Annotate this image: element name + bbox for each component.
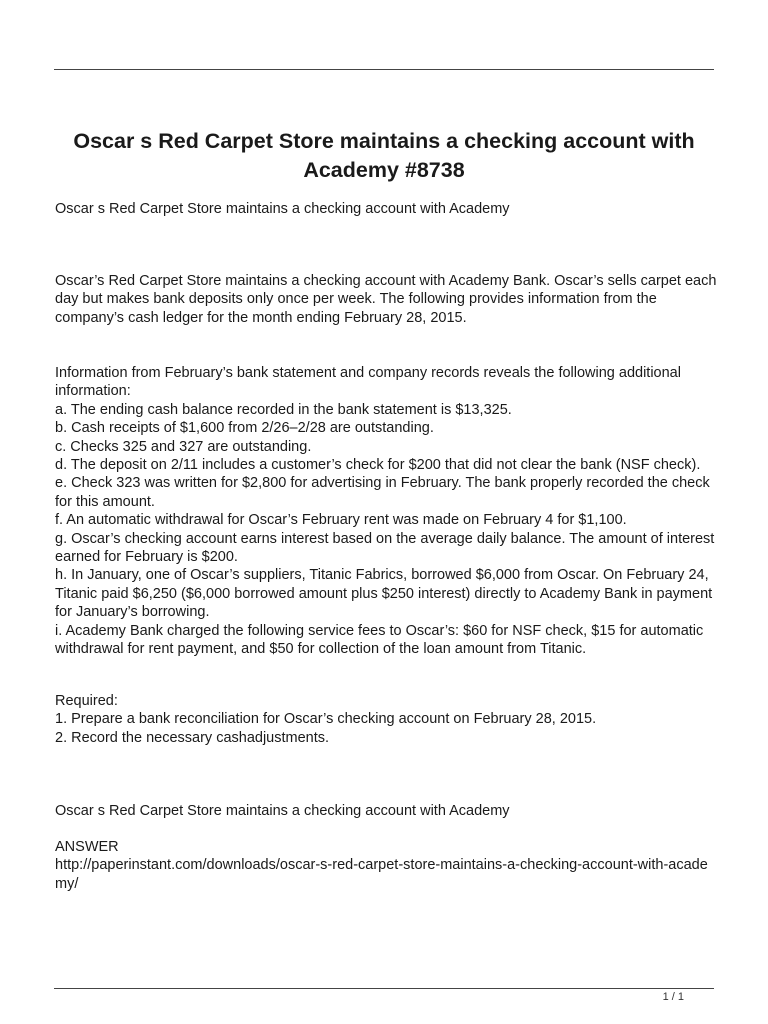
subtitle-text: Oscar s Red Carpet Store maintains a checking account with Academy bbox=[55, 201, 510, 217]
info-item-f: f. An automatic withdrawal for Oscar’s February rent was made on February 4 for $1,100. bbox=[55, 512, 627, 529]
info-item-b: b. Cash receipts of $1,600 from 2/26–2/28 are outstanding. bbox=[55, 420, 434, 437]
document-title: Oscar s Red Carpet Store maintains a checking account with Academy #8738 bbox=[73, 129, 695, 182]
info-item-h: h. In January, one of Oscar’s suppliers, Titanic Fabrics, borrowed $6,000 from Oscar. On February 24, Titanic paid $6,250 ($6,000 borrowed amount plus $250 interest) directly to Academy Bank in payment for January’s borrowing. bbox=[55, 567, 713, 621]
info-item-e: e. Check 323 was written for $2,800 for advertising in February. The bank properly recorded the check for this amount. bbox=[55, 475, 710, 510]
document-subtitle bbox=[55, 200, 717, 218]
header-divider bbox=[54, 69, 714, 70]
info-lead: Information from February’s bank statement and company records reveals the following additional information: bbox=[55, 365, 681, 400]
info-item-a: a. The ending cash balance recorded in the bank statement is $13,325. bbox=[55, 401, 512, 418]
intro-paragraph bbox=[55, 272, 717, 327]
footer-divider bbox=[54, 988, 714, 989]
required-item-1: 1. Prepare a bank reconciliation for Oscar’s checking account on February 28, 2015. bbox=[55, 711, 597, 728]
intro-text: Oscar’s Red Carpet Store maintains a checking account with Academy Bank. Oscar’s sells carpet each day but makes bank deposits only once per week. The following provides information from the company’s cash ledger for the month ending February 28, 2015. bbox=[55, 273, 717, 326]
info-item-c: c. Checks 325 and 327 are outstanding. bbox=[55, 438, 312, 455]
required-label: Required: bbox=[55, 693, 118, 709]
required-section bbox=[55, 692, 717, 747]
info-item-g: g. Oscar’s checking account earns interest based on the average daily balance. The amount of interest earned for February is $200. bbox=[55, 530, 715, 566]
answer-link[interactable]: http://paperinstant.com/downloads/oscar-s-red-carpet-store-maintains-a-checking-account-with-academy/ bbox=[55, 857, 708, 892]
info-item-i: i. Academy Bank charged the following service fees to Oscar’s: $60 for NSF check, $15 for automatic withdrawal for rent payment, and $50 for collection of the loan amount from Titanic. bbox=[55, 622, 704, 658]
repeat-line bbox=[55, 802, 717, 820]
repeat-text: Oscar s Red Carpet Store maintains a checking account with Academy bbox=[55, 803, 510, 819]
answer-section bbox=[55, 838, 717, 893]
answer-label: ANSWER bbox=[55, 839, 119, 855]
page-indicator: 1 / 1 bbox=[662, 991, 684, 1003]
required-item-2: 2. Record the necessary cashadjustments. bbox=[55, 729, 330, 746]
info-section bbox=[55, 364, 717, 659]
info-item-d: d. The deposit on 2/11 includes a customer’s check for $200 that did not clear the bank (NSF check). bbox=[55, 457, 701, 474]
